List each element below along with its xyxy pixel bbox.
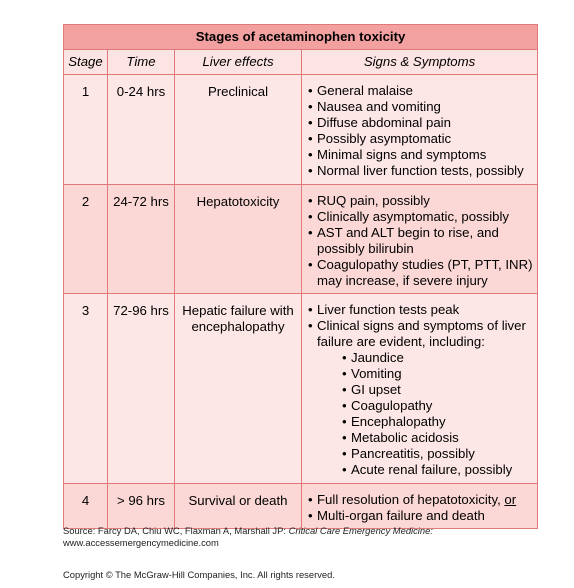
liver-effects-cell: Survival or death (175, 484, 302, 529)
list-item: • Minimal signs and symptoms (308, 147, 533, 163)
liver-effects-cell: Hepatic failure with encephalopathy (175, 294, 302, 484)
signs-list (308, 193, 533, 289)
list-item: • Coagulopathy studies (PT, PTT, INR) may increase, if severe injury (308, 257, 533, 289)
list-item: • Encephalopathy (342, 414, 533, 430)
liver-effects-cell: Preclinical (175, 75, 302, 185)
source-citation (63, 525, 543, 549)
list-item: • Coagulopathy (342, 398, 533, 414)
stage-cell: 3 (64, 294, 108, 484)
header-liver-effects: Liver effects (175, 50, 302, 75)
table-title: Stages of acetaminophen toxicity (64, 25, 538, 50)
source-book-title: Critical Care Emergency Medicine: (288, 525, 433, 536)
stage-cell: 2 (64, 185, 108, 294)
list-item: • Liver function tests peak (308, 302, 533, 318)
list-item: • Nausea and vomiting (308, 99, 533, 115)
time-cell: 0-24 hrs (108, 75, 175, 185)
time-cell: > 96 hrs (108, 484, 175, 529)
source-url: www.accessemergencymedicine.com (63, 537, 219, 548)
toxicity-table-container (63, 24, 537, 529)
signs-cell (302, 75, 538, 185)
table-row (64, 185, 538, 294)
list-item: • Possibly asymptomatic (308, 131, 533, 147)
list-item: • Diffuse abdominal pain (308, 115, 533, 131)
list-item: • RUQ pain, possibly (308, 193, 533, 209)
sub-signs-list (308, 350, 533, 478)
signs-list (308, 302, 533, 350)
list-item: • Metabolic acidosis (342, 430, 533, 446)
list-item (308, 492, 533, 508)
underlined-or: or (504, 492, 517, 507)
list-item: • General malaise (308, 83, 533, 99)
stage-cell: 4 (64, 484, 108, 529)
signs-cell (302, 294, 538, 484)
header-signs-symptoms: Signs & Symptoms (302, 50, 538, 75)
list-item: • AST and ALT begin to rise, and possibly bilirubin (308, 225, 533, 257)
list-item: • GI upset (342, 382, 533, 398)
toxicity-table (63, 24, 538, 529)
list-item: • Pancreatitis, possibly (342, 446, 533, 462)
signs-cell (302, 484, 538, 529)
list-item: • Jaundice (342, 350, 533, 366)
signs-list (308, 492, 533, 524)
list-item: • Clinical signs and symptoms of liver failure are evident, including: (308, 318, 533, 350)
header-time: Time (108, 50, 175, 75)
table-row (64, 294, 538, 484)
list-item: • Normal liver function tests, possibly (308, 163, 533, 179)
time-cell: 72-96 hrs (108, 294, 175, 484)
list-item: • Acute renal failure, possibly (342, 462, 533, 478)
signs-cell (302, 185, 538, 294)
list-item-text: Full resolution of hepatotoxicity, (317, 492, 505, 507)
liver-effects-cell: Hepatotoxicity (175, 185, 302, 294)
source-prefix: Source: Farcy DA, Chiu WC, Flaxman A, Marshall JP: (63, 525, 289, 536)
table-row (64, 484, 538, 529)
signs-list (308, 83, 533, 179)
copyright-notice: Copyright © The McGraw-Hill Companies, Inc. All rights reserved. (63, 569, 335, 580)
stage-cell: 1 (64, 75, 108, 185)
time-cell: 24-72 hrs (108, 185, 175, 294)
list-item: • Vomiting (342, 366, 533, 382)
list-item: • Multi-organ failure and death (308, 508, 533, 524)
table-row (64, 75, 538, 185)
list-item: • Clinically asymptomatic, possibly (308, 209, 533, 225)
header-stage: Stage (64, 50, 108, 75)
